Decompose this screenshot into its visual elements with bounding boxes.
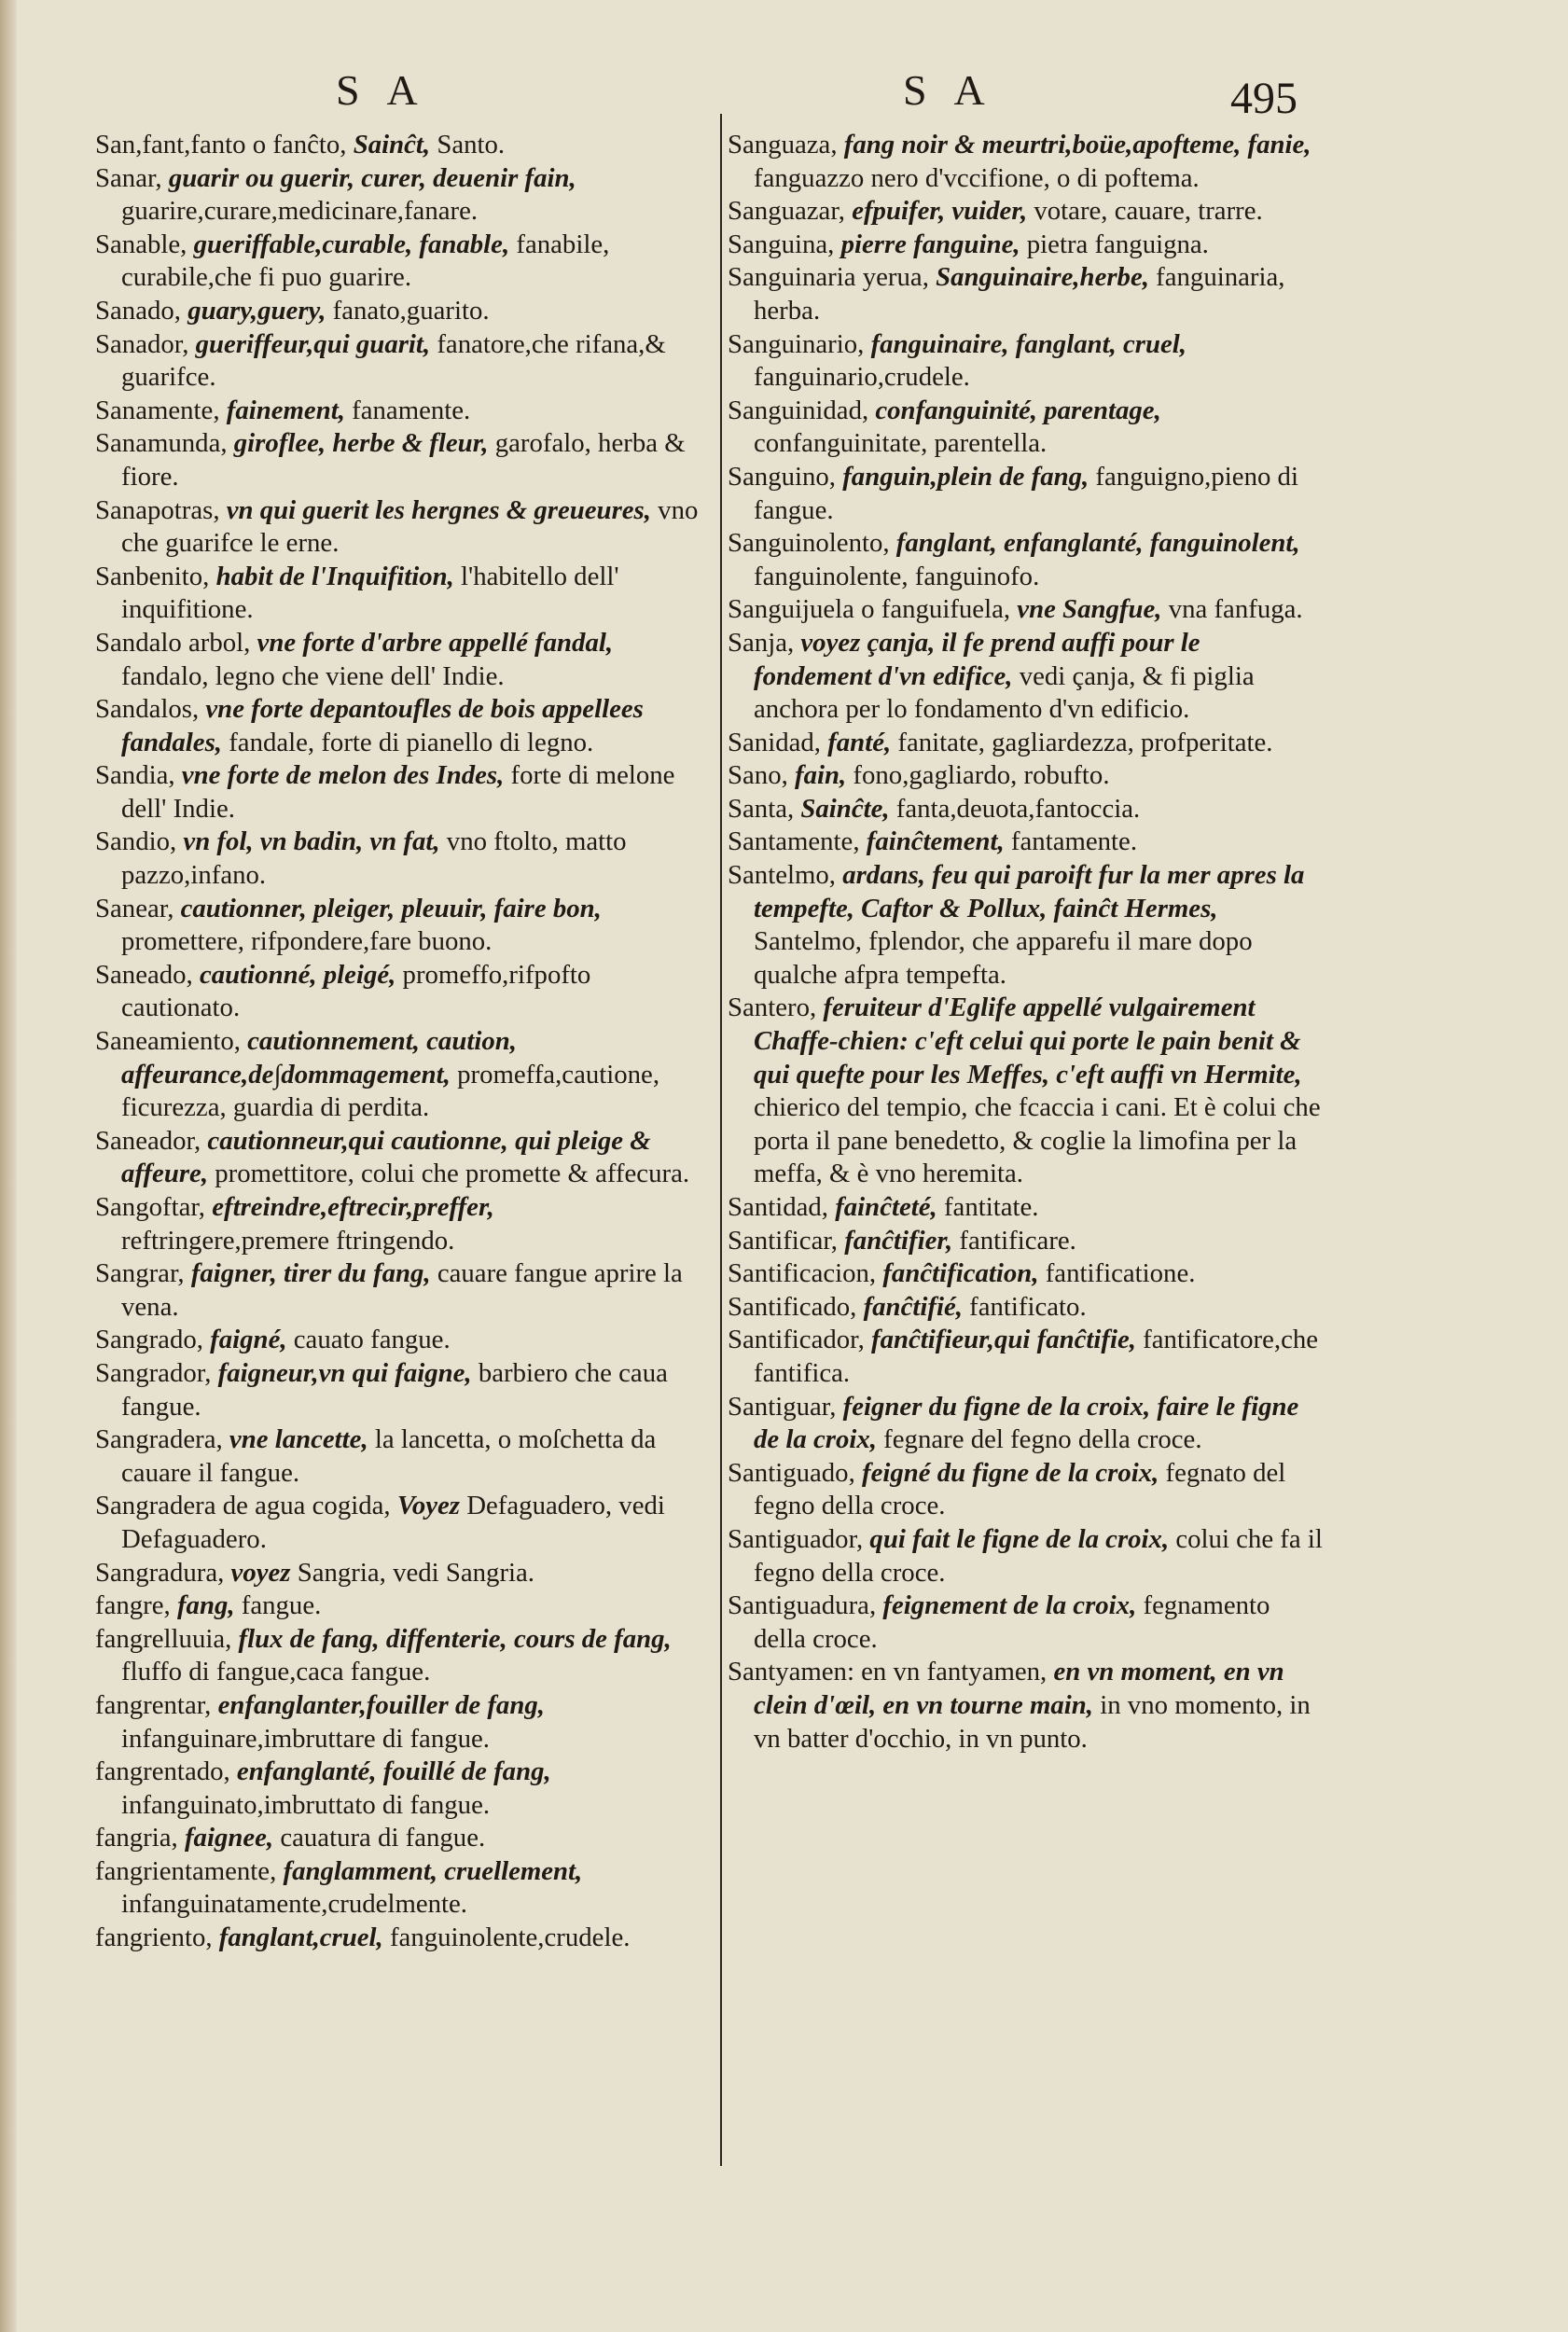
entry-italian-gloss: fantitate. (943, 1192, 1039, 1222)
entry-italian-gloss: fanta,deuota,fantoccia. (895, 793, 1141, 824)
entry-italian-gloss: fono,gagliardo, robufto. (853, 760, 1110, 791)
entry-headword: Sangrar, (95, 1258, 185, 1289)
entry-headword: San,fant,fanto o fanĉto, (95, 130, 347, 160)
entry-italian-gloss: forte di melone dell' Indie. (121, 760, 675, 824)
entry-french-gloss: fanté, (827, 727, 892, 757)
entry-headword: Sanear, (95, 893, 174, 923)
entry-headword: Sanguinolento, (728, 528, 890, 559)
entry-french-gloss: pierre fanguine, (840, 229, 1020, 259)
entry-french-gloss: vn fol, vn badin, vn fat, (183, 826, 440, 857)
running-header-right: S A (903, 66, 994, 114)
entry-italian-gloss: garofalo, herba & fiore. (121, 428, 686, 492)
dictionary-entry (95, 1257, 701, 1324)
entry-italian-gloss: fanguinolente, fanguinofo. (754, 561, 1040, 591)
dictionary-entry (716, 1457, 1323, 1523)
entry-french-gloss: fanglant,cruel, (218, 1923, 383, 1953)
entry-italian-gloss: fanatore,che rifana,& guarifce. (121, 328, 666, 393)
entry-headword: Sandia, (95, 760, 175, 791)
entry-headword: Santelmo, (728, 860, 836, 891)
entry-italian-gloss: promeffa,cautione, ficurezza, guardia di perdita. (121, 1059, 660, 1123)
dictionary-entry (95, 1357, 701, 1423)
entry-headword: Santamente, (728, 826, 860, 857)
entry-french-gloss: voyez çanja, il fe prend auffi pour le fondement d'vn edifice, (754, 627, 1200, 691)
entry-french-gloss: vne Sangfue, (1017, 594, 1162, 625)
entry-headword: Santiguador, (728, 1523, 864, 1554)
entry-headword: Sanguinario, (728, 328, 865, 359)
entry-italian-gloss: infanguinato,imbruttato di fangue. (121, 1789, 491, 1820)
dictionary-entry (716, 328, 1323, 395)
dictionary-entry (716, 1589, 1323, 1656)
entry-headword: Sanguino, (728, 461, 836, 492)
entry-french-gloss: confanguinité, parentage, (875, 395, 1161, 425)
entry-italian-gloss: barbiero che caua fangue. (121, 1357, 668, 1422)
entry-italian-gloss: fanitate, gagliardezza, profperitate. (897, 727, 1273, 757)
entry-headword: Sangradura, (95, 1557, 225, 1588)
entry-french-gloss: cautionneur,qui cautionne, qui pleige & affeure, (121, 1125, 651, 1189)
entry-headword: Sanguaza, (728, 130, 838, 160)
dictionary-entry (95, 162, 701, 229)
entry-french-gloss: fainĉtement, (866, 826, 1005, 857)
entry-italian-gloss: colui che fa il fegno della croce. (754, 1523, 1323, 1588)
dictionary-entry (716, 1523, 1323, 1589)
entry-headword: Sanguinaria yerua, (728, 262, 929, 293)
entry-headword: Sanguinidad, (728, 395, 869, 425)
dictionary-entry (95, 229, 701, 295)
book-spine-shadow (0, 0, 17, 2332)
dictionary-entry (716, 1391, 1323, 1457)
entry-french-gloss: fanĉtification, (882, 1258, 1039, 1289)
entry-headword: Santificar, (728, 1225, 838, 1256)
dictionary-entry (95, 1855, 701, 1922)
dictionary-entry (95, 494, 701, 561)
entry-headword: fangrientamente, (95, 1855, 277, 1886)
entry-headword: Sangrador, (95, 1357, 212, 1388)
entry-french-gloss: Sanguinaire,herbe, (936, 262, 1149, 293)
entry-french-gloss: faigner, tirer du fang, (190, 1258, 431, 1289)
entry-headword: Sandalos, (95, 694, 200, 725)
dictionary-entry (95, 427, 701, 493)
entry-italian-gloss: la lancetta, o moſchetta da cauare il fangue. (121, 1424, 657, 1488)
entry-french-gloss: vne forte depantoufles de bois appellees fandales, (121, 694, 644, 757)
entry-italian-gloss: infanguinatamente,crudelmente. (121, 1889, 467, 1920)
entry-french-gloss: fainement, (226, 395, 345, 425)
entry-headword: Santyamen: en vn fantyamen, (728, 1657, 1048, 1687)
entry-headword: fangriento, (95, 1923, 213, 1953)
entry-headword: fangrentar, (95, 1689, 212, 1720)
entry-headword: Santidad, (728, 1192, 828, 1222)
entry-italian-gloss: fantificatore,che fantifica. (754, 1325, 1319, 1388)
entry-french-gloss: fanglamment, cruellement, (283, 1855, 583, 1886)
dictionary-entry (716, 461, 1323, 527)
entry-headword: Sangradera de agua cogida, (95, 1491, 391, 1521)
entry-french-gloss: habit de l'Inquifition, (215, 561, 454, 591)
dictionary-entry (716, 727, 1323, 760)
entry-french-gloss: vne forte de melon des Indes, (181, 760, 505, 791)
entry-italian-gloss: chierico del tempio, che fcaccia i cani. Et è colui che porta il pane benedetto, & coglie la limofina per la meffa, & è vno heremita. (754, 1092, 1321, 1189)
entry-italian-gloss: fanato,guarito. (332, 295, 490, 326)
entry-french-gloss: fainĉteté, (835, 1192, 937, 1222)
dictionary-entry (95, 1025, 701, 1125)
dictionary-entry (95, 1822, 701, 1855)
entry-headword: Sanbenito, (95, 561, 210, 591)
running-header-left: S A (336, 66, 427, 114)
dictionary-entry (716, 1291, 1323, 1325)
entry-french-gloss: faignee, (184, 1823, 274, 1853)
entry-french-gloss: flux de fang, diffenterie, cours de fang, (238, 1623, 672, 1654)
entry-french-gloss: fanĉtifieur,qui fanĉtifie, (871, 1325, 1136, 1355)
dictionary-entry (95, 328, 701, 395)
entry-italian-gloss: fandalo, legno che viene dell' Indie. (121, 660, 505, 691)
entry-french-gloss: faigneur,vn qui faigne, (217, 1357, 472, 1388)
dictionary-entry (716, 527, 1323, 593)
entry-french-gloss: cautionné, pleigé, (199, 959, 396, 990)
entry-headword: Santiguadura, (728, 1590, 877, 1621)
entry-italian-gloss: fegnare del fegno della croce. (883, 1424, 1202, 1455)
entry-french-gloss: vne lancette, (229, 1424, 368, 1455)
entry-headword: Santero, (728, 992, 817, 1023)
entry-italian-gloss: cauare fangue aprire la vena. (121, 1258, 683, 1322)
dictionary-entry (716, 992, 1323, 1191)
dictionary-entry (95, 759, 701, 826)
entry-italian-gloss: Defaguadero, vedi Defaguadero. (121, 1491, 665, 1554)
entry-french-gloss: feigné du figne de la croix, (861, 1457, 1159, 1488)
entry-italian-gloss: fangue. (241, 1590, 322, 1621)
entry-italian-gloss: promettere, rifpondere,fare buono. (121, 926, 493, 957)
entry-french-gloss: cautionner, pleiger, pleuuir, faire bon, (180, 893, 602, 923)
entry-italian-gloss: vedi çanja, & fi piglia anchora per lo fondamento d'vn edificio. (754, 660, 1255, 725)
entry-italian-gloss: confanguinitate, parentella. (754, 428, 1048, 459)
entry-italian-gloss: in vno momento, in vn batter d'occhio, in vn punto. (754, 1689, 1311, 1754)
dictionary-entry (95, 295, 701, 328)
entry-italian-gloss: cauatura di fangue. (280, 1823, 486, 1853)
entry-italian-gloss: infanguinare,imbruttare di fangue. (121, 1723, 491, 1754)
entry-headword: Santiguado, (728, 1457, 855, 1488)
entry-french-gloss: fain, (795, 760, 847, 791)
entry-headword: fangrelluuia, (95, 1623, 232, 1654)
dictionary-entry (716, 793, 1323, 826)
entry-italian-gloss: Santo. (437, 130, 506, 160)
entry-italian-gloss: fluffo di fangue,caca fangue. (121, 1657, 431, 1687)
entry-headword: Sanguijuela o fanguifuela, (728, 594, 1011, 625)
entry-french-gloss: fang, (176, 1590, 235, 1621)
entry-italian-gloss: fandale, forte di pianello di legno. (229, 727, 594, 757)
dictionary-entry (716, 395, 1323, 461)
entry-italian-gloss: l'habitello dell' inquifitione. (121, 561, 619, 625)
entry-french-gloss: fanĉtifier, (844, 1225, 953, 1256)
entry-headword: Saneamiento, (95, 1026, 241, 1057)
entry-headword: Sanapotras, (95, 494, 220, 525)
entry-french-gloss: feigner du figne de la croix, faire le figne de la croix, (754, 1391, 1299, 1455)
dictionary-entry (95, 1324, 701, 1357)
entry-italian-gloss: fegnamento della croce. (754, 1590, 1270, 1654)
dictionary-entry (95, 893, 701, 959)
entry-headword: Saneador, (95, 1125, 201, 1156)
entry-french-gloss: gueriffable,curable, fanable, (193, 229, 510, 259)
dictionary-entry (95, 1756, 701, 1822)
entry-italian-gloss: vno che guarifce le erne. (121, 494, 699, 559)
entry-french-gloss: eftreindre,eftrecir,preffer, (212, 1192, 494, 1222)
entry-headword: Santiguar, (728, 1391, 837, 1422)
entry-headword: Santa, (728, 793, 795, 824)
dictionary-entry (95, 1490, 701, 1556)
entry-italian-gloss: fegnato del fegno della croce. (754, 1457, 1286, 1521)
dictionary-entry (716, 1257, 1323, 1291)
entry-headword: Sanador, (95, 328, 189, 359)
entry-italian-gloss: promeffo,rifpofto cautionato. (121, 959, 591, 1023)
entry-italian-gloss: vno ftolto, matto pazzo,infano. (121, 826, 627, 891)
entry-headword: Santificador, (728, 1325, 865, 1355)
entry-headword: Sanja, (728, 627, 795, 658)
entry-french-gloss: Voyez (396, 1491, 461, 1521)
entry-italian-gloss: vna fanfuga. (1168, 594, 1303, 625)
entry-italian-gloss: guarire,curare,medicinare,fanare. (121, 196, 479, 227)
dictionary-entry (716, 826, 1323, 859)
dictionary-entry (716, 195, 1323, 229)
dictionary-entry (95, 1922, 701, 1955)
dictionary-entry (716, 1656, 1323, 1756)
entry-headword: Sanidad, (728, 727, 821, 757)
dictionary-entry (716, 859, 1323, 992)
entry-french-gloss: enfanglanter,fouiller de fang, (217, 1689, 545, 1720)
entry-italian-gloss: fanguigno,pieno di fangue. (754, 461, 1298, 525)
entry-french-gloss: giroflee, herbe & fleur, (233, 428, 489, 459)
dictionary-entry (95, 561, 701, 627)
entry-italian-gloss: fanguazzo nero d'vccifione, o di poftema. (754, 162, 1200, 193)
entry-french-gloss: voyez (230, 1557, 291, 1588)
entry-french-gloss: enfanglanté, fouillé de fang, (236, 1756, 551, 1787)
entry-italian-gloss: promettitore, colui che promette & affecura. (215, 1159, 690, 1189)
entry-french-gloss: fanĉtifié, (863, 1291, 963, 1322)
dictionary-entry (716, 759, 1323, 793)
entry-french-gloss: guarir ou guerir, curer, deuenir fain, (168, 162, 576, 193)
entry-headword: Sanguazar, (728, 196, 845, 227)
entry-french-gloss: fanguinaire, fanglant, cruel, (870, 328, 1186, 359)
entry-italian-gloss: fanguinario,crudele. (754, 362, 970, 393)
dictionary-entry (95, 1589, 701, 1623)
entry-italian-gloss: fantamente. (1010, 826, 1138, 857)
entry-italian-gloss: Sangria, vedi Sangria. (297, 1557, 535, 1588)
entry-french-gloss: Sainĉte, (800, 793, 890, 824)
entry-headword: fangria, (95, 1823, 178, 1853)
entry-italian-gloss: Santelmo, fplendor, che apparefu il mare dopo qualche afpra tempefta. (754, 926, 1253, 990)
entry-french-gloss: en vn moment, en vn clein d'œil, en vn tourne main, (754, 1657, 1284, 1720)
dictionary-entry (95, 395, 701, 428)
dictionary-entry (95, 129, 701, 162)
dictionary-entry (716, 1191, 1323, 1225)
entry-french-gloss: qui fait le figne de la croix, (869, 1523, 1170, 1554)
entry-headword: Sanado, (95, 295, 181, 326)
dictionary-entry (95, 1191, 701, 1257)
entry-headword: Sanamunda, (95, 428, 228, 459)
entry-headword: Sanar, (95, 162, 162, 193)
entry-headword: Sandio, (95, 826, 177, 857)
entry-headword: Sanable, (95, 229, 187, 259)
entry-french-gloss: fanguin,plein de fang, (842, 461, 1089, 492)
entry-french-gloss: feruiteur d'Eglife appellé vulgairement Chaffe-chien: c'eft celui qui porte le pain benit & qui quefte pour les Meffes, c'eft auffi vn Hermite, (754, 992, 1302, 1090)
entry-italian-gloss: fanabile, curabile,che fi puo guarire. (121, 229, 610, 293)
entry-italian-gloss: fantificare. (959, 1225, 1076, 1256)
dictionary-entry (716, 229, 1323, 262)
right-column (716, 129, 1323, 1756)
entry-headword: fangrentado, (95, 1756, 230, 1787)
entry-french-gloss: efpuifer, vuider, (852, 196, 1028, 227)
entry-italian-gloss: reftringere,premere ftringendo. (121, 1225, 455, 1256)
dictionary-entry (95, 1423, 701, 1490)
entry-headword: Sano, (728, 760, 788, 791)
dictionary-entry (716, 593, 1323, 627)
entry-headword: Sandalo arbol, (95, 627, 251, 658)
entry-headword: Santificado, (728, 1291, 857, 1322)
entry-french-gloss: faigné, (210, 1325, 287, 1355)
entry-headword: Sangrado, (95, 1325, 203, 1355)
entry-headword: fangre, (95, 1590, 171, 1621)
entry-italian-gloss: fanamente. (352, 395, 471, 425)
dictionary-entry (95, 959, 701, 1025)
entry-french-gloss: fang noir & meurtri,boüe,apofteme, fanie, (843, 130, 1311, 160)
entry-italian-gloss: cauato fangue. (293, 1325, 451, 1355)
entry-headword: Sangoftar, (95, 1192, 205, 1222)
entry-headword: Sangradera, (95, 1424, 223, 1455)
entry-italian-gloss: pietra fanguigna. (1026, 229, 1209, 259)
entry-french-gloss: guary,guery, (187, 295, 326, 326)
entry-french-gloss: fanglant, enfanglanté, fanguinolent, (895, 528, 1300, 559)
entry-italian-gloss: fantificato. (969, 1291, 1087, 1322)
entry-french-gloss: gueriffeur,qui guarit, (195, 328, 431, 359)
dictionary-entry (716, 627, 1323, 727)
entry-italian-gloss: fanguinaria, herba. (754, 262, 1285, 326)
entry-french-gloss: feignement de la croix, (882, 1590, 1137, 1621)
dictionary-entry (95, 627, 701, 693)
dictionary-entry (95, 1557, 701, 1590)
dictionary-entry (95, 826, 701, 892)
entry-italian-gloss: fanguinolente,crudele. (389, 1923, 631, 1953)
entry-headword: Sanamente, (95, 395, 220, 425)
entry-french-gloss: vne forte d'arbre appellé fandal, (257, 627, 614, 658)
entry-headword: Sanguina, (728, 229, 835, 259)
dictionary-entry (95, 1689, 701, 1756)
left-column (95, 129, 701, 1955)
dictionary-entry (95, 1623, 701, 1689)
dictionary-entry (95, 693, 701, 759)
dictionary-entry (716, 129, 1323, 195)
entry-french-gloss: Sainĉt, (353, 130, 431, 160)
dictionary-entry (716, 1324, 1323, 1390)
entry-french-gloss: ardans, feu qui paroift fur la mer apres la tempefte, Caftor & Pollux, fainĉt Hermes, (754, 860, 1305, 923)
dictionary-entry (95, 1125, 701, 1191)
dictionary-entry (716, 1225, 1323, 1258)
entry-french-gloss: cautionnement, caution, affeurance,de∫dommagement, (121, 1026, 517, 1090)
page-number: 495 (1230, 74, 1297, 123)
dictionary-entry (716, 261, 1323, 327)
entry-french-gloss: vn qui guerit les hergnes & greueures, (226, 494, 651, 525)
entry-italian-gloss: fantificatione. (1045, 1258, 1196, 1289)
entry-headword: Santificacion, (728, 1258, 877, 1289)
entry-italian-gloss: votare, cauare, trarre. (1034, 196, 1263, 227)
entry-headword: Saneado, (95, 959, 193, 990)
